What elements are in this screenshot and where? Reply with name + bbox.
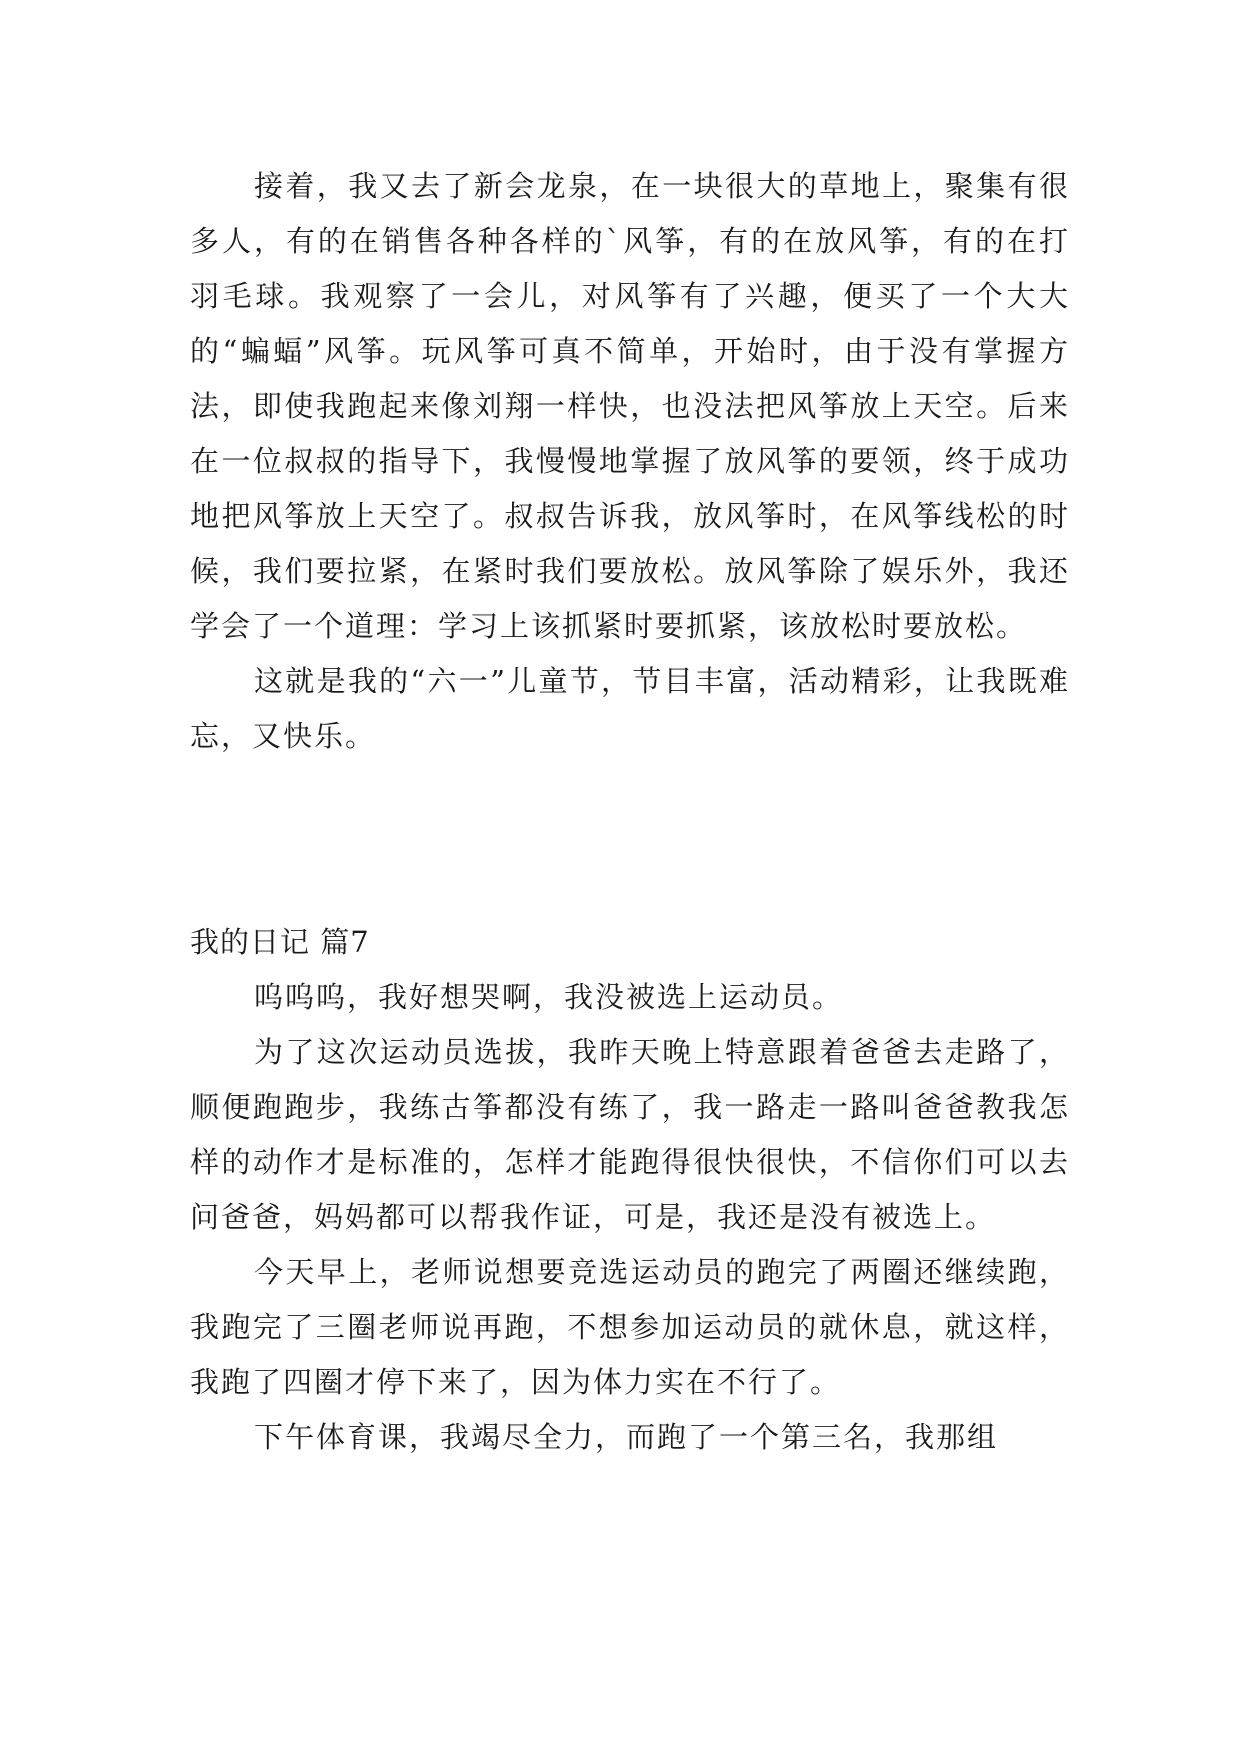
paragraph-childrens-day-summary: 这就是我的“六一”儿童节，节目丰富，活动精彩，让我既难忘，又快乐。 xyxy=(190,664,1070,753)
paragraph-morning-run: 今天早上，老师说想要竞选运动员的跑完了两圈还继续跑，我跑完了三圈老师说再跑，不想参加运动员的就休息，就这样，我跑了四圈才停下来了，因为体力实在不行了。 xyxy=(190,1255,1070,1399)
paragraph-practice: 为了这次运动员选拔，我昨天晚上特意跟着爸爸去走路了，顺便跑跑步，我练古筝都没有练了，我一路走一路叫爸爸教我怎样的动作才是标准的，怎样才能跑得很快很快，不信你们可以去问爸爸，妈妈都可以帮我作证，可是，我还是没有被选上。 xyxy=(190,1035,1070,1234)
paragraph-pe-class: 下午体育课，我竭尽全力，而跑了一个第三名，我那组 xyxy=(254,1420,999,1454)
previous-section-body xyxy=(190,159,1070,764)
paragraph-not-selected: 呜呜呜，我好想哭啊，我没被选上运动员。 xyxy=(254,980,844,1014)
paragraph-kite: 接着，我又去了新会龙泉，在一块很大的草地上，聚集有很多人，有的在销售各种各样的`风筝，有的在放风筝，有的在打羽毛球。我观察了一会儿，对风筝有了兴趣，便买了一个大大的“蝙蝠”风筝。玩风筝可真不简单，开始时，由于没有掌握方法，即使我跑起来像刘翔一样快，也没法把风筝放上天空。后来在一位叔叔的指导下，我慢慢地掌握了放风筝的要领，终于成功地把风筝放上天空了。叔叔告诉我，放风筝时，在风筝线松的时候，我们要拉紧，在紧时我们要放松。放风筝除了娱乐外，我还学会了一个道理：学习上该抓紧时要抓紧，该放松时要放松。 xyxy=(190,169,1070,643)
section-title: 我的日记 篇7 xyxy=(190,925,370,959)
diary-section-7 xyxy=(190,915,1070,1465)
